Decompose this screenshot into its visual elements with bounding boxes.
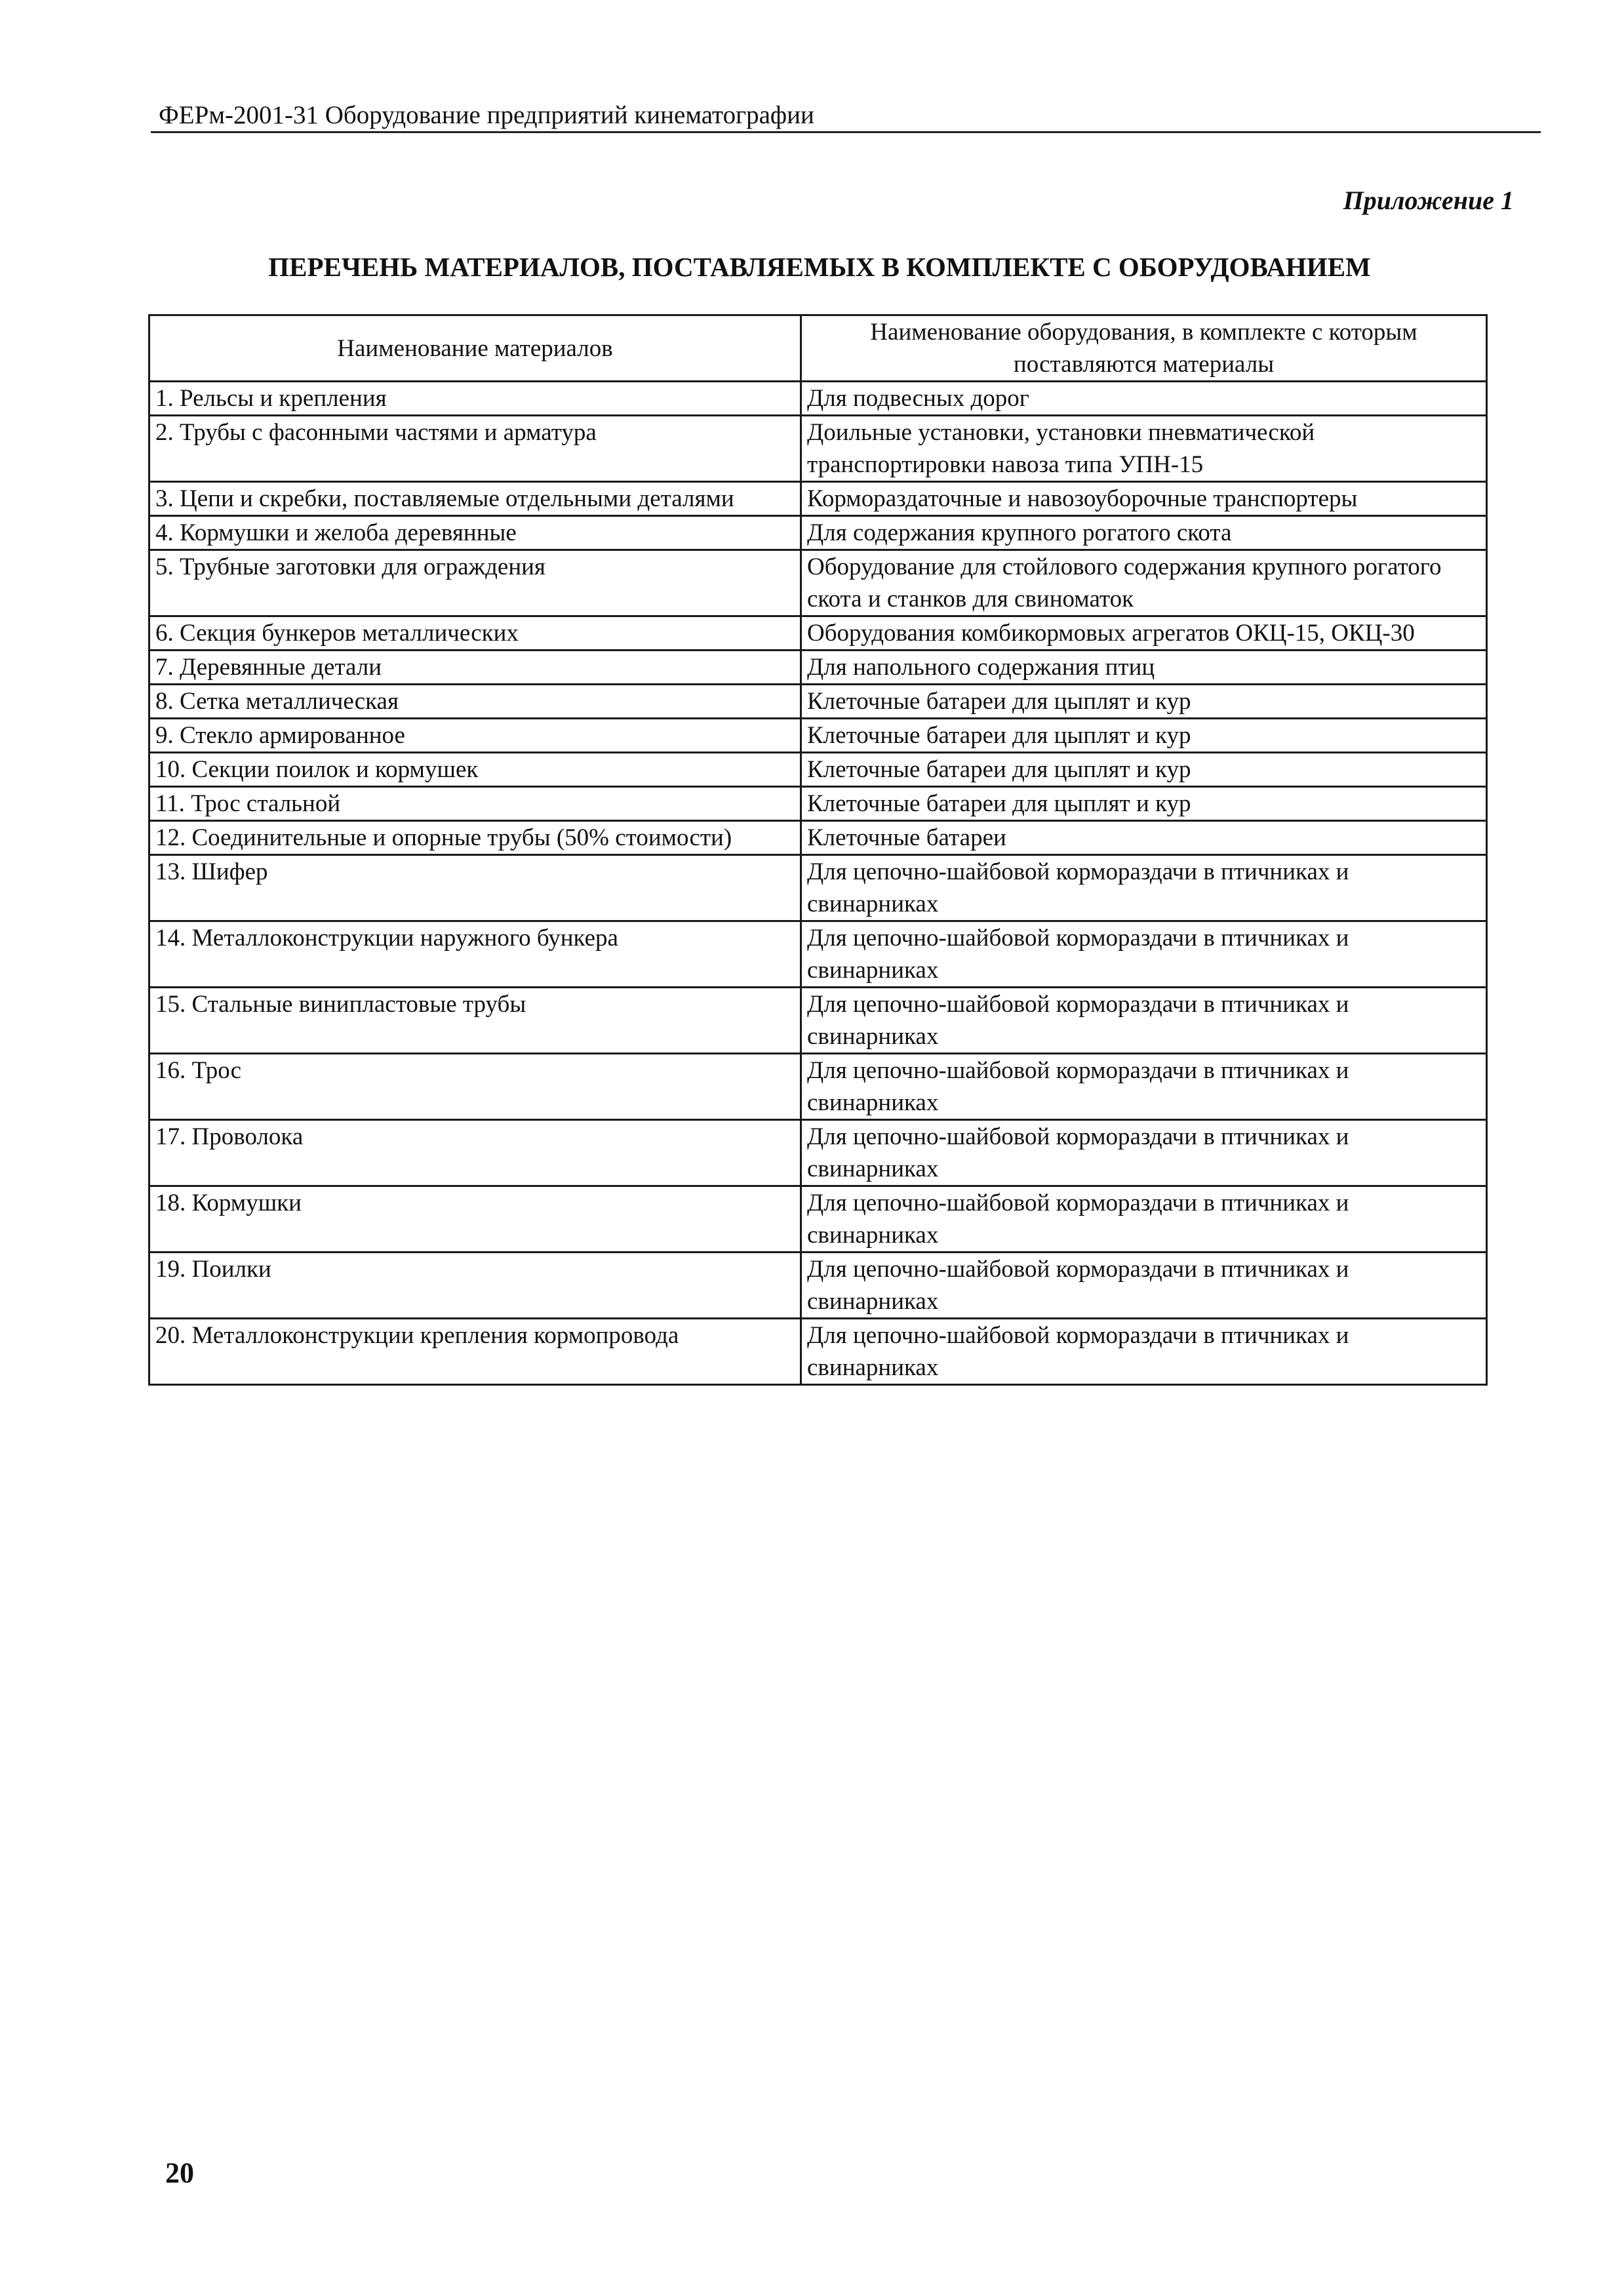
material-cell: 13. Шифер xyxy=(149,855,801,921)
material-cell: 20. Металлоконструкции крепления кормопровода xyxy=(149,1319,801,1385)
table-row xyxy=(149,416,1487,482)
equipment-cell: Для цепочно-шайбовой кормораздачи в птичниках и свинарниках xyxy=(801,1319,1487,1385)
material-cell: 2. Трубы с фасонными частями и арматура xyxy=(149,416,801,482)
equipment-cell: Оборудование для стойлового содержания крупного рогатого скота и станков для свиноматок xyxy=(801,550,1487,616)
table-header-row xyxy=(149,315,1487,382)
table-row xyxy=(149,482,1487,516)
materials-table xyxy=(148,314,1488,1386)
table-row xyxy=(149,651,1487,685)
material-cell: 3. Цепи и скребки, поставляемые отдельными деталями xyxy=(149,482,801,516)
material-cell: 1. Рельсы и крепления xyxy=(149,382,801,416)
material-cell: 4. Кормушки и желоба деревянные xyxy=(149,516,801,550)
table-row xyxy=(149,719,1487,753)
running-header xyxy=(151,97,1541,133)
table-row xyxy=(149,787,1487,821)
material-cell: 5. Трубные заготовки для ограждения xyxy=(149,550,801,616)
table-row xyxy=(149,921,1487,988)
document-title: ПЕРЕЧЕНЬ МАТЕРИАЛОВ, ПОСТАВЛЯЕМЫХ В КОМПЛЕКТЕ С ОБОРУДОВАНИЕМ xyxy=(268,252,1371,282)
table-row xyxy=(149,1253,1487,1319)
material-cell: 14. Металлоконструкции наружного бункера xyxy=(149,921,801,988)
equipment-cell: Оборудования комбикормовых агрегатов ОКЦ-15, ОКЦ-30 xyxy=(801,616,1487,651)
table-row xyxy=(149,685,1487,719)
equipment-cell: Для цепочно-шайбовой кормораздачи в птичниках и свинарниках xyxy=(801,1253,1487,1319)
material-cell: 12. Соединительные и опорные трубы (50% стоимости) xyxy=(149,821,801,855)
material-cell: 6. Секция бункеров металлических xyxy=(149,616,801,651)
material-cell: 17. Проволока xyxy=(149,1120,801,1186)
material-cell: 19. Поилки xyxy=(149,1253,801,1319)
equipment-cell: Для цепочно-шайбовой кормораздачи в птичниках и свинарниках xyxy=(801,1054,1487,1120)
material-cell: 10. Секции поилок и кормушек xyxy=(149,753,801,787)
equipment-cell: Для цепочно-шайбовой кормораздачи в птичниках и свинарниках xyxy=(801,921,1487,988)
equipment-cell: Для цепочно-шайбовой кормораздачи в птичниках и свинарниках xyxy=(801,1186,1487,1253)
material-cell: 16. Трос xyxy=(149,1054,801,1120)
table-row xyxy=(149,516,1487,550)
page-number: 20 xyxy=(165,2157,194,2189)
equipment-cell: Для цепочно-шайбовой кормораздачи в птичниках и свинарниках xyxy=(801,988,1487,1054)
equipment-cell: Клеточные батареи xyxy=(801,821,1487,855)
material-cell: 9. Стекло армированное xyxy=(149,719,801,753)
equipment-cell: Для подвесных дорог xyxy=(801,382,1487,416)
table-row xyxy=(149,382,1487,416)
table-row xyxy=(149,753,1487,787)
equipment-cell: Клеточные батареи для цыплят и кур xyxy=(801,685,1487,719)
running-title: ФЕРм-2001-31 Оборудование предприятий кинематографии xyxy=(159,101,814,129)
material-cell: 8. Сетка металлическая xyxy=(149,685,801,719)
equipment-cell: Для напольного содержания птиц xyxy=(801,651,1487,685)
material-cell: 18. Кормушки xyxy=(149,1186,801,1253)
equipment-cell: Клеточные батареи для цыплят и кур xyxy=(801,719,1487,753)
table-row xyxy=(149,1054,1487,1120)
table-row xyxy=(149,988,1487,1054)
table-row xyxy=(149,1120,1487,1186)
header-equipment: Наименование оборудования, в комплекте с которым поставляются материалы xyxy=(801,315,1487,382)
table-row xyxy=(149,1319,1487,1385)
material-cell: 11. Трос стальной xyxy=(149,787,801,821)
material-cell: 15. Стальные винипластовые трубы xyxy=(149,988,801,1054)
equipment-cell: Для цепочно-шайбовой кормораздачи в птичниках и свинарниках xyxy=(801,855,1487,921)
table-row xyxy=(149,616,1487,651)
equipment-cell: Клеточные батареи для цыплят и кур xyxy=(801,787,1487,821)
material-cell: 7. Деревянные детали xyxy=(149,651,801,685)
header-materials: Наименование материалов xyxy=(149,315,801,382)
equipment-cell: Клеточные батареи для цыплят и кур xyxy=(801,753,1487,787)
table-row xyxy=(149,550,1487,616)
equipment-cell: Доильные установки, установки пневматической транспортировки навоза типа УПН-15 xyxy=(801,416,1487,482)
table-row xyxy=(149,821,1487,855)
equipment-cell: Для цепочно-шайбовой кормораздачи в птичниках и свинарниках xyxy=(801,1120,1487,1186)
appendix-label: Приложение 1 xyxy=(1343,186,1514,215)
equipment-cell: Кормораздаточные и навозоуборочные транспортеры xyxy=(801,482,1487,516)
table-row xyxy=(149,1186,1487,1253)
table-row xyxy=(149,855,1487,921)
equipment-cell: Для содержания крупного рогатого скота xyxy=(801,516,1487,550)
